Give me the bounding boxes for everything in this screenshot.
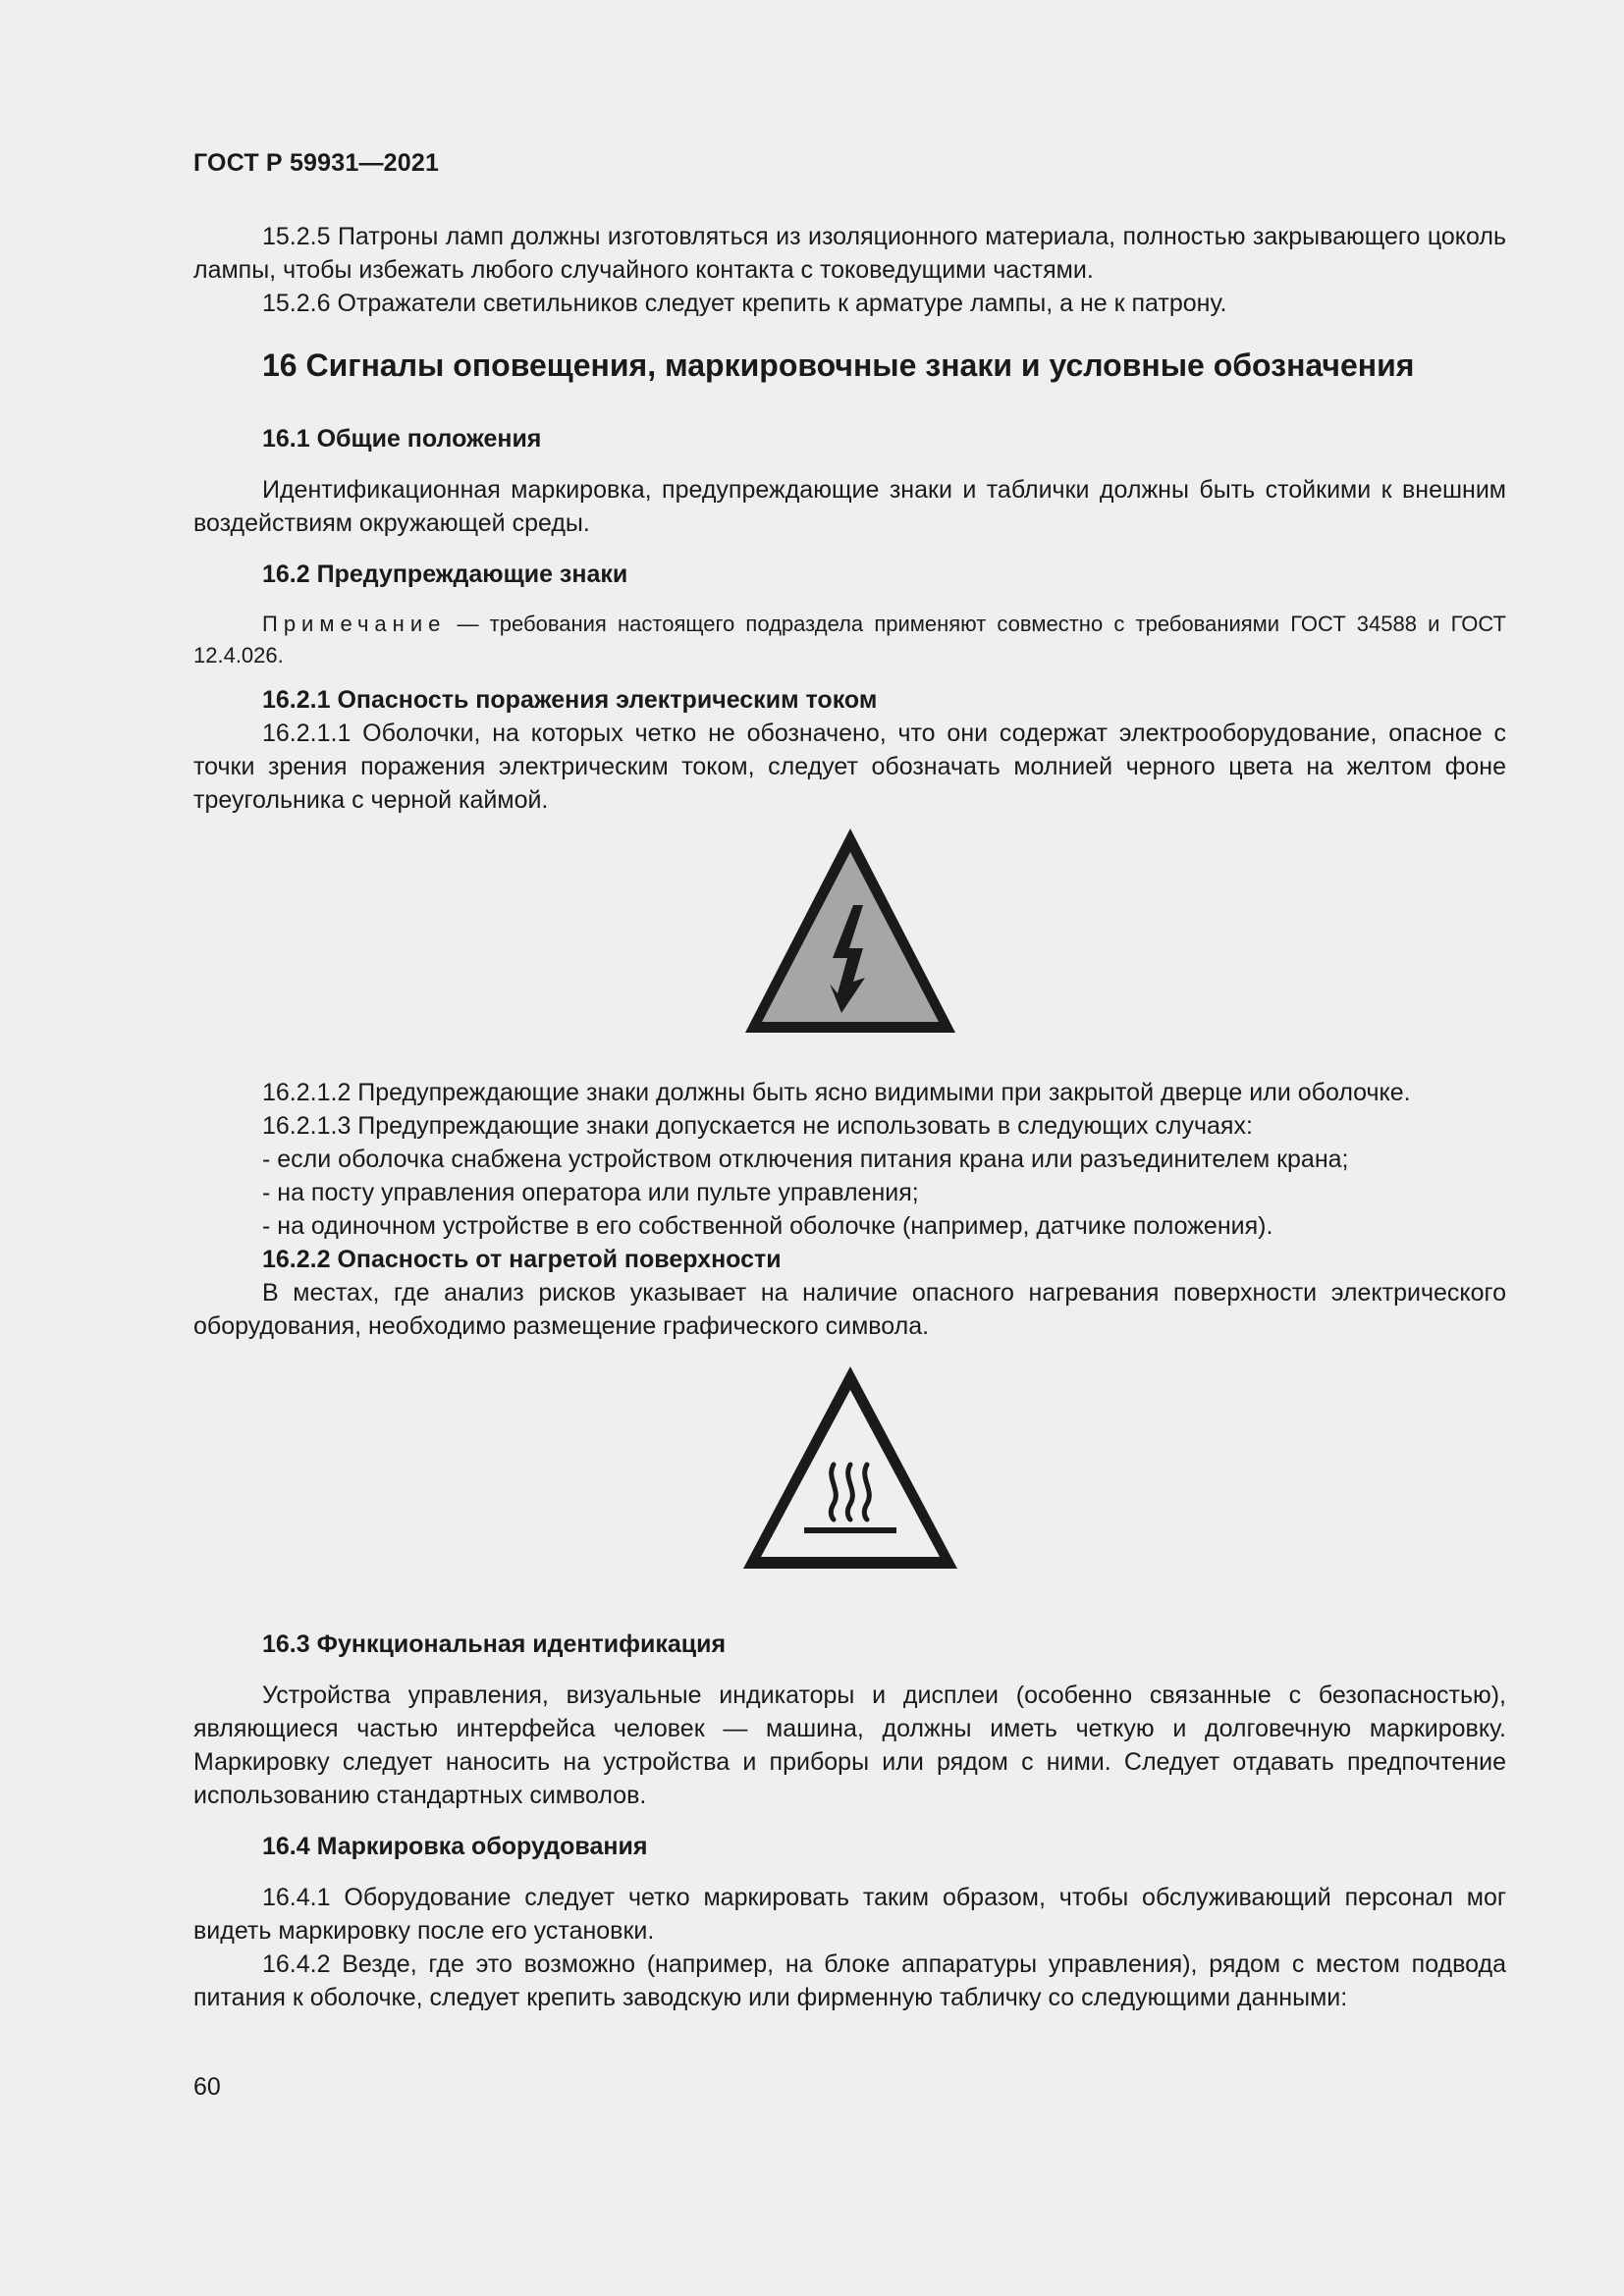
document-content bbox=[193, 220, 1506, 2014]
paragraph-16-1: Идентификационная маркировка, предупреждающие знаки и таблички должны быть стойкими к внешним воздействиям окружающей среды. bbox=[193, 476, 1506, 537]
document-header: ГОСТ Р 59931—2021 bbox=[193, 149, 440, 177]
subsection-16-2-title: 16.2 Предупреждающие знаки bbox=[262, 561, 628, 588]
document-page bbox=[193, 0, 1506, 2296]
note-label: Примечание bbox=[262, 612, 447, 636]
page-number: 60 bbox=[193, 2073, 221, 2101]
electric-hazard-sign-container bbox=[193, 817, 1506, 1042]
hot-surface-warning-icon bbox=[739, 1362, 961, 1573]
paragraph-15-2-5: 15.2.5 Патроны ламп должны изготовляться из изоляционного материала, полностью закрывающего цоколь лампы, чтобы избежать любого случайного контакта с токоведущими частями. bbox=[193, 223, 1506, 284]
subsection-16-3-title: 16.3 Функциональная идентификация bbox=[262, 1630, 727, 1658]
paragraph-16-2-1-2: 16.2.1.2 Предупреждающие знаки должны быть ясно видимыми при закрытой дверце или оболочке. bbox=[262, 1079, 1411, 1106]
electric-hazard-warning-icon bbox=[739, 821, 961, 1042]
paragraph-16-4-2: 16.4.2 Везде, где это возможно (например, на блоке аппаратуры управления), рядом с местом подвода питания к оболочке, следует крепить заводскую или фирменную табличку со следующими данными: bbox=[193, 1950, 1506, 2011]
paragraph-16-3: Устройства управления, визуальные индикаторы и дисплеи (особенно связанные с безопасностью), являющиеся частью интерфейса человек — машина, должны иметь четкую и долговечную маркировку. Маркировку следует наносить на устройства и приборы или рядом с ними. Следует отдавать предпочтение использованию стандартных символов. bbox=[193, 1682, 1506, 1809]
exception-item-1: - если оболочка снабжена устройством отключения питания крана или разъединителем крана; bbox=[262, 1146, 1349, 1173]
paragraph-16-4-1: 16.4.1 Оборудование следует четко маркировать таким образом, чтобы обслуживающий персонал мог видеть маркировку после его установки. bbox=[193, 1884, 1506, 1945]
paragraph-16-2-2: В местах, где анализ рисков указывает на наличие опасного нагревания поверхности электрического оборудования, необходимо размещение графического символа. bbox=[193, 1279, 1506, 1340]
exception-item-3: - на одиночном устройстве в его собственной оболочке (например, датчике положения). bbox=[262, 1212, 1273, 1240]
section-16-title: 16 Сигналы оповещения, маркировочные знаки и условные обозначения bbox=[262, 347, 1415, 383]
subsection-16-4-title: 16.4 Маркировка оборудования bbox=[262, 1833, 648, 1860]
subsection-16-1-title: 16.1 Общие положения bbox=[262, 425, 542, 453]
note bbox=[193, 609, 1506, 671]
subsection-16-2-2-title: 16.2.2 Опасность от нагретой поверхности bbox=[262, 1246, 782, 1273]
paragraph-15-2-6: 15.2.6 Отражатели светильников следует крепить к арматуре лампы, а не к патрону. bbox=[262, 290, 1227, 317]
note-text: — требования настоящего подраздела применяют совместно с требованиями ГОСТ 34588 и ГОСТ 12.4.026. bbox=[193, 612, 1506, 667]
exception-item-2: - на посту управления оператора или пульте управления; bbox=[262, 1179, 919, 1206]
paragraph-16-2-1-1: 16.2.1.1 Оболочки, на которых четко не обозначено, что они содержат электрооборудование, опасное с точки зрения поражения электрическим током, следует обозначать молнией черного цвета на желтом фоне треугольника с черной каймой. bbox=[193, 720, 1506, 814]
paragraph-16-2-1-3: 16.2.1.3 Предупреждающие знаки допускается не использовать в следующих случаях: bbox=[262, 1112, 1253, 1140]
hot-surface-sign-container bbox=[193, 1343, 1506, 1590]
subsection-16-2-1-title: 16.2.1 Опасность поражения электрическим током bbox=[262, 686, 878, 714]
